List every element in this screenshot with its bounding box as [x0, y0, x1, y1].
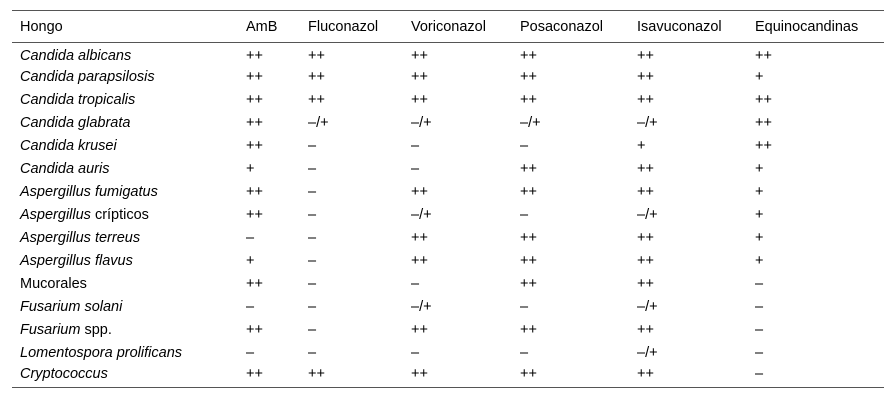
susceptibility-cell-voriconazol: – [411, 276, 420, 292]
column-header-voriconazol: Voriconazol [403, 11, 512, 43]
fungus-name-italic: Aspergillus terreus [20, 230, 141, 246]
fungus-name-italic: Fusarium solani [20, 299, 123, 315]
fungus-name-cell [12, 273, 238, 296]
table-row [12, 43, 884, 66]
susceptibility-cell-voriconazol: – [411, 345, 420, 361]
fungus-name-cell [12, 250, 238, 273]
fungus-name-cell [12, 204, 238, 227]
susceptibility-cell-equinocandinas: – [755, 322, 764, 338]
susceptibility-cell-equinocandinas: + [755, 253, 764, 269]
susceptibility-cell-isavuconazol: ++ [637, 92, 654, 108]
susceptibility-cell-amb: ++ [246, 115, 263, 131]
fungus-name-cell [12, 227, 238, 250]
table-row [12, 365, 884, 388]
susceptibility-cell-isavuconazol: –/+ [637, 115, 658, 131]
susceptibility-cell-isavuconazol: ++ [637, 69, 654, 85]
fungus-name-cell [12, 296, 238, 319]
susceptibility-cell-equinocandinas: ++ [755, 138, 772, 154]
susceptibility-cell-voriconazol: ++ [411, 48, 428, 65]
table-row [12, 158, 884, 181]
table-row [12, 342, 884, 365]
susceptibility-cell-posaconazol: ++ [520, 230, 537, 246]
susceptibility-cell-voriconazol: ++ [403, 365, 512, 388]
susceptibility-cell-isavuconazol: ++ [637, 322, 654, 338]
susceptibility-cell-equinocandinas: + [755, 230, 764, 246]
susceptibility-cell-voriconazol: ++ [411, 184, 428, 200]
table-header [12, 11, 884, 43]
susceptibility-cell-equinocandinas: ++ [755, 48, 772, 65]
table-row [12, 66, 884, 89]
susceptibility-cell-equinocandinas: – [747, 365, 884, 388]
fungus-name-cell [12, 181, 238, 204]
susceptibility-cell-isavuconazol: + [637, 138, 646, 154]
susceptibility-cell-fluconazol: – [308, 207, 317, 223]
fungus-name-plain: Mucorales [20, 276, 87, 292]
susceptibility-cell-posaconazol: – [520, 345, 529, 361]
susceptibility-cell-posaconazol: – [520, 299, 529, 315]
susceptibility-cell-fluconazol: – [308, 230, 317, 246]
susceptibility-cell-fluconazol: –/+ [308, 115, 329, 131]
susceptibility-cell-fluconazol: – [308, 184, 317, 200]
susceptibility-cell-amb: ++ [246, 276, 263, 292]
susceptibility-cell-voriconazol: ++ [411, 230, 428, 246]
antifungal-susceptibility-table [12, 10, 884, 388]
susceptibility-cell-amb: ++ [246, 48, 263, 65]
susceptibility-cell-isavuconazol: ++ [637, 253, 654, 269]
fungus-name-italic: Candida krusei [20, 138, 117, 154]
table-body [12, 43, 884, 388]
susceptibility-cell-equinocandinas: – [755, 299, 764, 315]
susceptibility-cell-amb: ++ [238, 365, 300, 388]
fungus-name-cell [12, 365, 238, 388]
susceptibility-cell-fluconazol: – [308, 276, 317, 292]
header-row [12, 11, 884, 43]
fungus-name-cell [12, 319, 238, 342]
table-row [12, 227, 884, 250]
table-row [12, 112, 884, 135]
table-row [12, 296, 884, 319]
susceptibility-cell-posaconazol: ++ [512, 365, 629, 388]
table-row [12, 250, 884, 273]
susceptibility-cell-equinocandinas: ++ [755, 115, 772, 131]
susceptibility-cell-isavuconazol: –/+ [637, 299, 658, 315]
susceptibility-cell-posaconazol: –/+ [520, 115, 541, 131]
susceptibility-cell-amb: ++ [246, 322, 263, 338]
susceptibility-cell-voriconazol: ++ [411, 253, 428, 269]
susceptibility-cell-fluconazol: – [308, 161, 317, 177]
susceptibility-cell-voriconazol: –/+ [411, 299, 432, 315]
fungus-name-italic: Candida auris [20, 161, 110, 177]
fungus-name-cell [12, 158, 238, 181]
susceptibility-cell-posaconazol: – [520, 207, 529, 223]
fungus-name-italic: Candida glabrata [20, 115, 131, 131]
susceptibility-cell-posaconazol: ++ [520, 48, 537, 65]
table-row [12, 89, 884, 112]
fungus-name-italic: Candida tropicalis [20, 92, 136, 108]
susceptibility-cell-equinocandinas: + [755, 184, 764, 200]
fungus-name-plain: crípticos [90, 207, 149, 223]
column-header-hongo: Hongo [12, 11, 238, 43]
fungus-name-italic: Aspergillus flavus [20, 253, 133, 269]
susceptibility-cell-fluconazol: – [308, 322, 317, 338]
susceptibility-cell-isavuconazol: ++ [637, 230, 654, 246]
susceptibility-cell-amb: + [246, 253, 255, 269]
susceptibility-cell-fluconazol: ++ [300, 365, 403, 388]
susceptibility-cell-isavuconazol: ++ [637, 161, 654, 177]
fungus-name-cell [12, 89, 238, 112]
susceptibility-cell-fluconazol: – [308, 345, 317, 361]
susceptibility-cell-fluconazol: – [308, 138, 317, 154]
fungus-name-cell [12, 342, 238, 365]
susceptibility-cell-posaconazol: ++ [520, 253, 537, 269]
susceptibility-cell-isavuconazol: ++ [637, 184, 654, 200]
fungus-name-italic: Aspergillus fumigatus [20, 184, 158, 200]
column-header-fluconazol: Fluconazol [300, 11, 403, 43]
table-row [12, 181, 884, 204]
susceptibility-cell-amb: ++ [246, 184, 263, 200]
susceptibility-cell-posaconazol: ++ [520, 184, 537, 200]
column-header-isavuconazol: Isavuconazol [629, 11, 747, 43]
susceptibility-cell-equinocandinas: – [755, 345, 764, 361]
susceptibility-cell-voriconazol: – [411, 161, 420, 177]
susceptibility-cell-posaconazol: ++ [520, 92, 537, 108]
susceptibility-cell-amb: ++ [246, 207, 263, 223]
susceptibility-cell-fluconazol: ++ [308, 92, 325, 108]
susceptibility-cell-equinocandinas: + [755, 69, 764, 85]
susceptibility-cell-voriconazol: –/+ [411, 115, 432, 131]
susceptibility-cell-posaconazol: ++ [520, 276, 537, 292]
fungus-name-cell [12, 43, 238, 66]
susceptibility-cell-voriconazol: ++ [411, 92, 428, 108]
fungus-name-cell [12, 112, 238, 135]
susceptibility-cell-voriconazol: ++ [411, 69, 428, 85]
susceptibility-cell-voriconazol: – [411, 138, 420, 154]
fungus-name-italic: Candida parapsilosis [20, 69, 155, 85]
susceptibility-cell-amb: – [246, 345, 255, 361]
susceptibility-cell-amb: + [246, 161, 255, 177]
susceptibility-cell-amb: ++ [246, 138, 263, 154]
susceptibility-cell-fluconazol: ++ [308, 69, 325, 85]
susceptibility-cell-isavuconazol: ++ [637, 276, 654, 292]
susceptibility-cell-voriconazol: ++ [411, 322, 428, 338]
fungus-name-italic: Lomentospora prolificans [20, 345, 183, 361]
susceptibility-cell-amb: ++ [246, 92, 263, 108]
susceptibility-cell-isavuconazol: –/+ [637, 345, 658, 361]
susceptibility-cell-posaconazol: – [520, 138, 529, 154]
susceptibility-cell-posaconazol: ++ [520, 69, 537, 85]
susceptibility-cell-amb: – [246, 230, 255, 246]
fungus-name-cell [12, 135, 238, 158]
susceptibility-cell-fluconazol: – [308, 299, 317, 315]
susceptibility-cell-isavuconazol: ++ [637, 48, 654, 65]
susceptibility-cell-isavuconazol: ++ [629, 365, 747, 388]
fungus-name-cell [12, 66, 238, 89]
table-row [12, 204, 884, 227]
fungus-name-italic: Aspergillus [20, 207, 91, 223]
susceptibility-cell-equinocandinas: + [755, 207, 764, 223]
susceptibility-cell-isavuconazol: –/+ [637, 207, 658, 223]
fungus-name-italic: Fusarium [20, 322, 81, 338]
fungus-name-plain: spp. [80, 322, 112, 338]
susceptibility-cell-posaconazol: ++ [520, 161, 537, 177]
table-row [12, 273, 884, 296]
susceptibility-cell-equinocandinas: ++ [755, 92, 772, 108]
column-header-posaconazol: Posaconazol [512, 11, 629, 43]
susceptibility-cell-fluconazol: – [308, 253, 317, 269]
column-header-equinocandinas: Equinocandinas [747, 11, 884, 43]
fungus-name-italic: Cryptococcus [20, 366, 108, 383]
susceptibility-cell-amb: – [246, 299, 255, 315]
susceptibility-cell-equinocandinas: + [755, 161, 764, 177]
susceptibility-cell-fluconazol: ++ [308, 48, 325, 65]
column-header-amb: AmB [238, 11, 300, 43]
table-row [12, 135, 884, 158]
susceptibility-cell-amb: ++ [246, 69, 263, 85]
susceptibility-cell-voriconazol: –/+ [411, 207, 432, 223]
table-row [12, 319, 884, 342]
susceptibility-cell-posaconazol: ++ [520, 322, 537, 338]
susceptibility-cell-equinocandinas: – [755, 276, 764, 292]
fungus-name-italic: Candida albicans [20, 48, 132, 65]
